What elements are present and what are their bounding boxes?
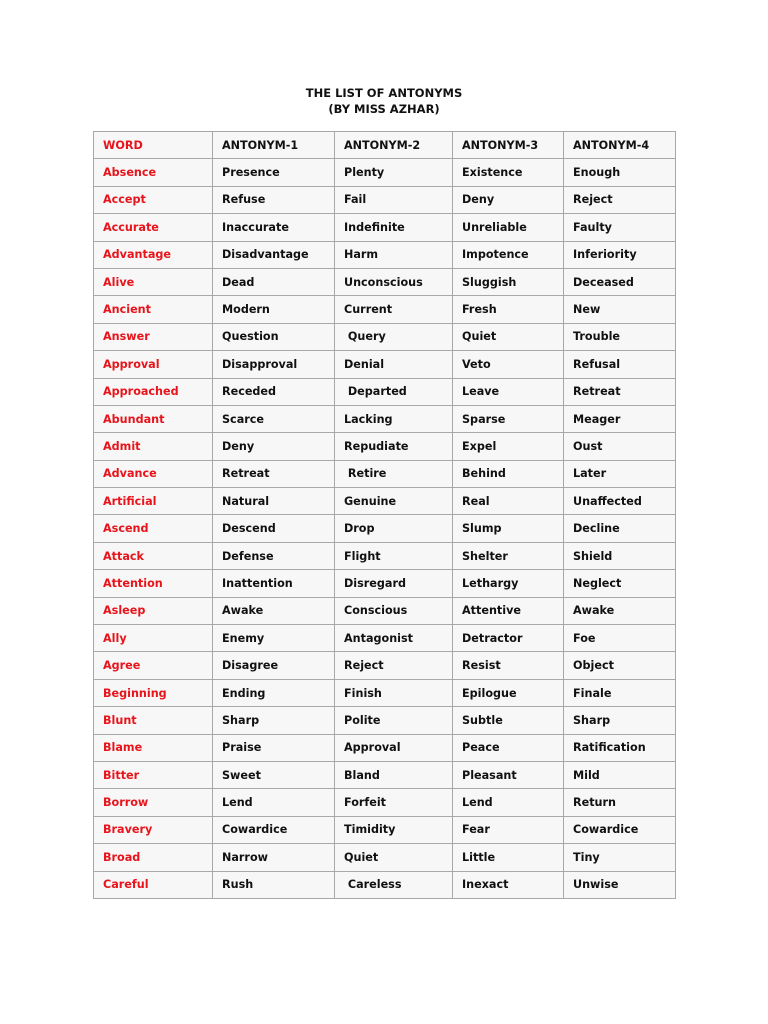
cell-antonym-3: Behind — [453, 460, 564, 487]
cell-antonym-1: Enemy — [213, 625, 335, 652]
cell-antonym-4: Neglect — [564, 570, 676, 597]
cell-antonym-1: Narrow — [213, 844, 335, 871]
cell-antonym-3: Peace — [453, 734, 564, 761]
cell-word: Ascend — [94, 515, 213, 542]
cell-antonym-4: Inferiority — [564, 241, 676, 268]
cell-antonym-2: Reject — [335, 652, 453, 679]
cell-word: Ally — [94, 625, 213, 652]
cell-antonym-1: Scarce — [213, 405, 335, 432]
cell-antonym-4: Cowardice — [564, 816, 676, 843]
cell-antonym-3: Lend — [453, 789, 564, 816]
cell-antonym-4: Sharp — [564, 707, 676, 734]
cell-antonym-3: Little — [453, 844, 564, 871]
cell-antonym-1: Receded — [213, 378, 335, 405]
cell-antonym-4: Return — [564, 789, 676, 816]
cell-antonym-3: Fear — [453, 816, 564, 843]
cell-word: Careful — [94, 871, 213, 898]
cell-antonym-2: Current — [335, 296, 453, 323]
cell-antonym-3: Fresh — [453, 296, 564, 323]
table-row — [94, 515, 676, 542]
cell-antonym-3: Epilogue — [453, 679, 564, 706]
cell-antonym-4: Tiny — [564, 844, 676, 871]
cell-antonym-2: Careless — [335, 871, 453, 898]
cell-antonym-3: Resist — [453, 652, 564, 679]
table-row — [94, 351, 676, 378]
cell-antonym-1: Sweet — [213, 761, 335, 788]
cell-word: Accept — [94, 186, 213, 213]
table-row — [94, 597, 676, 624]
table-row — [94, 542, 676, 569]
cell-antonym-4: Decline — [564, 515, 676, 542]
cell-antonym-4: Shield — [564, 542, 676, 569]
cell-antonym-1: Presence — [213, 159, 335, 186]
cell-word: Advance — [94, 460, 213, 487]
cell-antonym-2: Forfeit — [335, 789, 453, 816]
cell-antonym-2: Timidity — [335, 816, 453, 843]
title-line-1: THE LIST OF ANTONYMS — [305, 86, 463, 100]
cell-antonym-4: Enough — [564, 159, 676, 186]
cell-word: Borrow — [94, 789, 213, 816]
header-antonym-4: ANTONYM-4 — [564, 132, 676, 159]
table-row — [94, 405, 676, 432]
cell-antonym-1: Disapproval — [213, 351, 335, 378]
cell-word: Attack — [94, 542, 213, 569]
table-row — [94, 296, 676, 323]
cell-word: Beginning — [94, 679, 213, 706]
table-row — [94, 268, 676, 295]
cell-antonym-4: Later — [564, 460, 676, 487]
cell-antonym-2: Departed — [335, 378, 453, 405]
cell-antonym-3: Shelter — [453, 542, 564, 569]
table-row — [94, 679, 676, 706]
cell-antonym-3: Subtle — [453, 707, 564, 734]
cell-antonym-3: Attentive — [453, 597, 564, 624]
cell-antonym-2: Quiet — [335, 844, 453, 871]
cell-antonym-2: Harm — [335, 241, 453, 268]
cell-antonym-2: Denial — [335, 351, 453, 378]
cell-antonym-4: Ratification — [564, 734, 676, 761]
cell-word: Broad — [94, 844, 213, 871]
cell-antonym-3: Detractor — [453, 625, 564, 652]
cell-antonym-4: Object — [564, 652, 676, 679]
cell-antonym-1: Awake — [213, 597, 335, 624]
cell-antonym-3: Existence — [453, 159, 564, 186]
table-row — [94, 844, 676, 871]
cell-antonym-2: Flight — [335, 542, 453, 569]
cell-antonym-4: Mild — [564, 761, 676, 788]
cell-antonym-1: Rush — [213, 871, 335, 898]
cell-antonym-1: Descend — [213, 515, 335, 542]
cell-word: Alive — [94, 268, 213, 295]
cell-antonym-1: Praise — [213, 734, 335, 761]
cell-antonym-2: Bland — [335, 761, 453, 788]
page-title — [0, 86, 768, 117]
antonyms-table-body — [94, 132, 676, 899]
cell-antonym-4: New — [564, 296, 676, 323]
cell-word: Approached — [94, 378, 213, 405]
title-line-2: (BY MISS AZHAR) — [328, 101, 440, 116]
cell-antonym-2: Antagonist — [335, 625, 453, 652]
cell-word: Accurate — [94, 214, 213, 241]
cell-antonym-3: Sparse — [453, 405, 564, 432]
table-row — [94, 460, 676, 487]
table-row — [94, 488, 676, 515]
table-row — [94, 159, 676, 186]
cell-word: Bitter — [94, 761, 213, 788]
cell-antonym-3: Leave — [453, 378, 564, 405]
cell-antonym-2: Retire — [335, 460, 453, 487]
header-antonym-2: ANTONYM-2 — [335, 132, 453, 159]
table-row — [94, 789, 676, 816]
cell-antonym-1: Dead — [213, 268, 335, 295]
cell-antonym-3: Inexact — [453, 871, 564, 898]
table-row — [94, 761, 676, 788]
cell-antonym-2: Query — [335, 323, 453, 350]
cell-antonym-1: Natural — [213, 488, 335, 515]
table-row — [94, 625, 676, 652]
cell-word: Artificial — [94, 488, 213, 515]
cell-antonym-1: Cowardice — [213, 816, 335, 843]
cell-antonym-4: Deceased — [564, 268, 676, 295]
table-row — [94, 433, 676, 460]
table-row — [94, 570, 676, 597]
antonyms-table — [93, 131, 676, 899]
cell-word: Bravery — [94, 816, 213, 843]
cell-antonym-4: Refusal — [564, 351, 676, 378]
cell-antonym-3: Pleasant — [453, 761, 564, 788]
cell-antonym-4: Faulty — [564, 214, 676, 241]
cell-word: Advantage — [94, 241, 213, 268]
cell-antonym-4: Unwise — [564, 871, 676, 898]
cell-antonym-2: Indefinite — [335, 214, 453, 241]
cell-antonym-4: Foe — [564, 625, 676, 652]
cell-antonym-2: Polite — [335, 707, 453, 734]
cell-antonym-4: Unaffected — [564, 488, 676, 515]
cell-antonym-1: Defense — [213, 542, 335, 569]
table-row — [94, 652, 676, 679]
cell-word: Absence — [94, 159, 213, 186]
header-word: WORD — [94, 132, 213, 159]
cell-antonym-2: Drop — [335, 515, 453, 542]
cell-word: Answer — [94, 323, 213, 350]
table-row — [94, 241, 676, 268]
cell-antonym-3: Sluggish — [453, 268, 564, 295]
table-row — [94, 816, 676, 843]
cell-antonym-2: Finish — [335, 679, 453, 706]
cell-antonym-4: Meager — [564, 405, 676, 432]
cell-antonym-1: Refuse — [213, 186, 335, 213]
cell-antonym-1: Inattention — [213, 570, 335, 597]
cell-antonym-3: Veto — [453, 351, 564, 378]
cell-word: Admit — [94, 433, 213, 460]
cell-word: Abundant — [94, 405, 213, 432]
cell-word: Blame — [94, 734, 213, 761]
cell-antonym-3: Expel — [453, 433, 564, 460]
cell-antonym-1: Lend — [213, 789, 335, 816]
header-antonym-3: ANTONYM-3 — [453, 132, 564, 159]
cell-word: Asleep — [94, 597, 213, 624]
cell-antonym-2: Approval — [335, 734, 453, 761]
cell-antonym-4: Oust — [564, 433, 676, 460]
table-row — [94, 871, 676, 898]
cell-antonym-1: Retreat — [213, 460, 335, 487]
cell-antonym-1: Modern — [213, 296, 335, 323]
cell-antonym-3: Lethargy — [453, 570, 564, 597]
cell-antonym-2: Plenty — [335, 159, 453, 186]
cell-antonym-1: Question — [213, 323, 335, 350]
cell-antonym-4: Trouble — [564, 323, 676, 350]
cell-antonym-2: Fail — [335, 186, 453, 213]
cell-antonym-1: Disadvantage — [213, 241, 335, 268]
cell-antonym-3: Deny — [453, 186, 564, 213]
table-header-row — [94, 132, 676, 159]
cell-antonym-3: Unreliable — [453, 214, 564, 241]
cell-word: Ancient — [94, 296, 213, 323]
table-row — [94, 734, 676, 761]
cell-antonym-1: Sharp — [213, 707, 335, 734]
cell-antonym-4: Finale — [564, 679, 676, 706]
table-row — [94, 707, 676, 734]
cell-antonym-3: Slump — [453, 515, 564, 542]
cell-word: Attention — [94, 570, 213, 597]
cell-antonym-2: Lacking — [335, 405, 453, 432]
table-row — [94, 214, 676, 241]
cell-word: Approval — [94, 351, 213, 378]
cell-word: Agree — [94, 652, 213, 679]
table-row — [94, 323, 676, 350]
cell-antonym-4: Reject — [564, 186, 676, 213]
cell-antonym-3: Impotence — [453, 241, 564, 268]
cell-antonym-2: Disregard — [335, 570, 453, 597]
cell-antonym-2: Unconscious — [335, 268, 453, 295]
cell-antonym-4: Retreat — [564, 378, 676, 405]
cell-antonym-1: Deny — [213, 433, 335, 460]
cell-antonym-4: Awake — [564, 597, 676, 624]
cell-antonym-1: Ending — [213, 679, 335, 706]
cell-antonym-2: Genuine — [335, 488, 453, 515]
cell-word: Blunt — [94, 707, 213, 734]
header-antonym-1: ANTONYM-1 — [213, 132, 335, 159]
cell-antonym-1: Disagree — [213, 652, 335, 679]
cell-antonym-2: Conscious — [335, 597, 453, 624]
table-row — [94, 378, 676, 405]
cell-antonym-3: Quiet — [453, 323, 564, 350]
cell-antonym-2: Repudiate — [335, 433, 453, 460]
table-row — [94, 186, 676, 213]
cell-antonym-3: Real — [453, 488, 564, 515]
cell-antonym-1: Inaccurate — [213, 214, 335, 241]
